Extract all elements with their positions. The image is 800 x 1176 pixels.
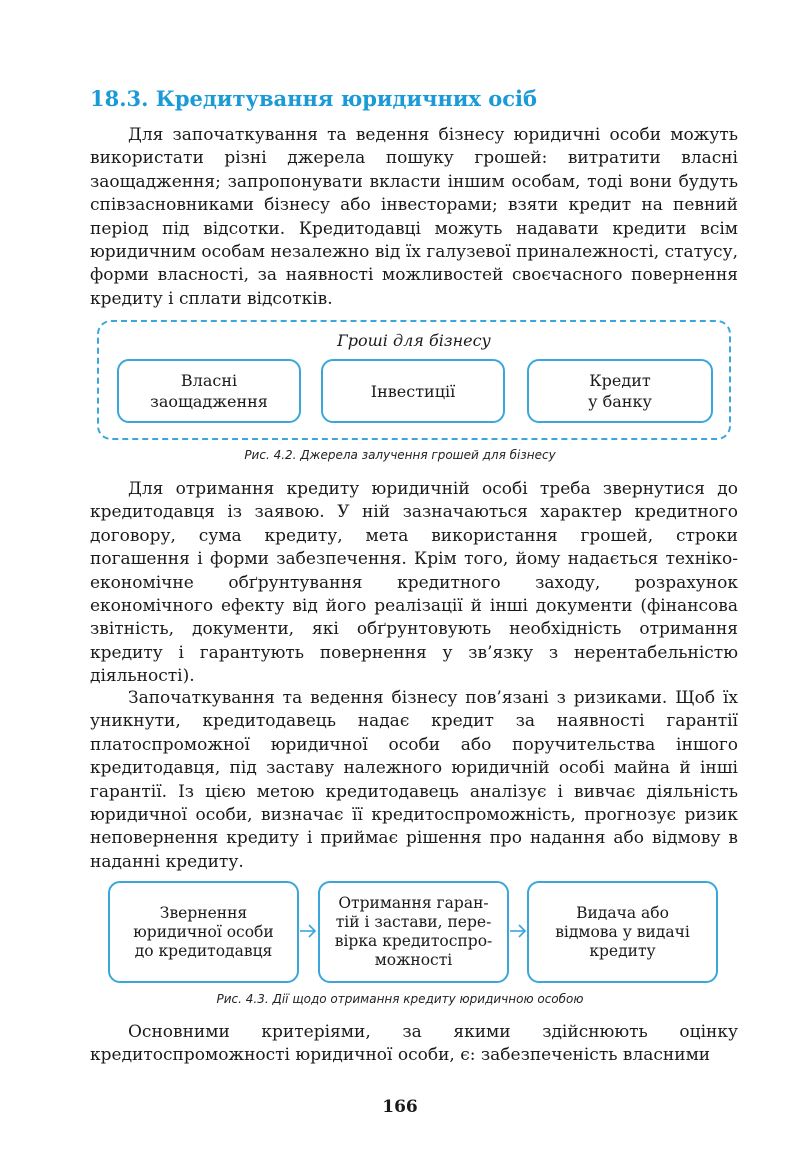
source-box-bank-credit (527, 359, 713, 423)
arrow-right-icon (508, 921, 528, 941)
flow-step-label: Видача або відмова у видачі кредиту (555, 903, 690, 960)
page-number: 166 (382, 1097, 418, 1117)
source-box-savings (117, 359, 301, 423)
source-label: Кредит у банку (588, 371, 652, 411)
arrow-right-icon (298, 921, 318, 941)
flow-step-application (108, 881, 299, 983)
flow-step-label: Отримання гаран- тій і застави, пере- вірка кредитоспро- можності (334, 894, 493, 969)
source-label: Інвестиції (370, 381, 456, 401)
paragraph-2: Для отримання кредиту юридичній особі треба звернутися до кредитодавця із заявою. У ній зазначаються характер кредитного договору, сума кредиту, мета використання грошей, строки погашення і форми забезпечення. Крім того, йому надається техніко-економічне обґрунтування кредитного заходу, розрахунок економічного ефекту від його реалізації й інші документи (фінансова звітність, документи, які обґрунтовують необхідність отримання кредиту і гарантують повернення у зв’язку з нерентабельністю діяльності). (90, 479, 738, 687)
source-label: Власні заощадження (150, 371, 268, 411)
section-title: 18.3. Кредитування юридичних осіб (90, 86, 537, 111)
source-box-investments (321, 359, 505, 423)
flow-step-label: Звернення юридичної особи до кредитодавця (133, 903, 274, 960)
paragraph-3: Започаткування та ведення бізнесу пов’язані з ризиками. Щоб їх уникнути, кредитодавець надає кредит за наявності гарантії платоспроможної юридичної особи або поручительства іншого кредитодавця, під заставу належного юридичній особі майна й інші гарантії. Із цією метою кредитодавець аналізує і вивчає діяльність юридичної особи, визначає її кредитоспроможність, прогнозує ризик неповернення кредиту і приймає рішення про надання або відмову в наданні кредиту. (90, 688, 738, 872)
figure-caption: Рис. 4.2. Джерела залучення грошей для бізнесу (244, 448, 556, 462)
flow-step-decision (527, 881, 718, 983)
figure-title: Гроші для бізнесу (337, 331, 491, 350)
flow-step-guarantees (318, 881, 509, 983)
paragraph-1: Для започаткування та ведення бізнесу юридичні особи можуть використати різні джерела пошуку грошей: витратити власні заощадження; запропонувати вкласти іншим особам, тоді вони будуть співзасновниками бізнесу або інвесторами; взяти кредит на певний період під відсотки. Кредитодавці можуть надавати кредити всім юридичним особам незалежно від їх галузевої приналежності, статусу, форми власності, за наявності можливостей своєчасного повернення кредиту і сплати відсотків. (90, 125, 738, 309)
figure-money-sources (97, 320, 731, 440)
paragraph-4: Основними критеріями, за якими здійснюють оцінку кредитоспроможності юридичної особи, є: забезпеченість власними (90, 1022, 738, 1066)
figure-caption: Рис. 4.3. Дії щодо отримання кредиту юридичною особою (216, 992, 584, 1006)
